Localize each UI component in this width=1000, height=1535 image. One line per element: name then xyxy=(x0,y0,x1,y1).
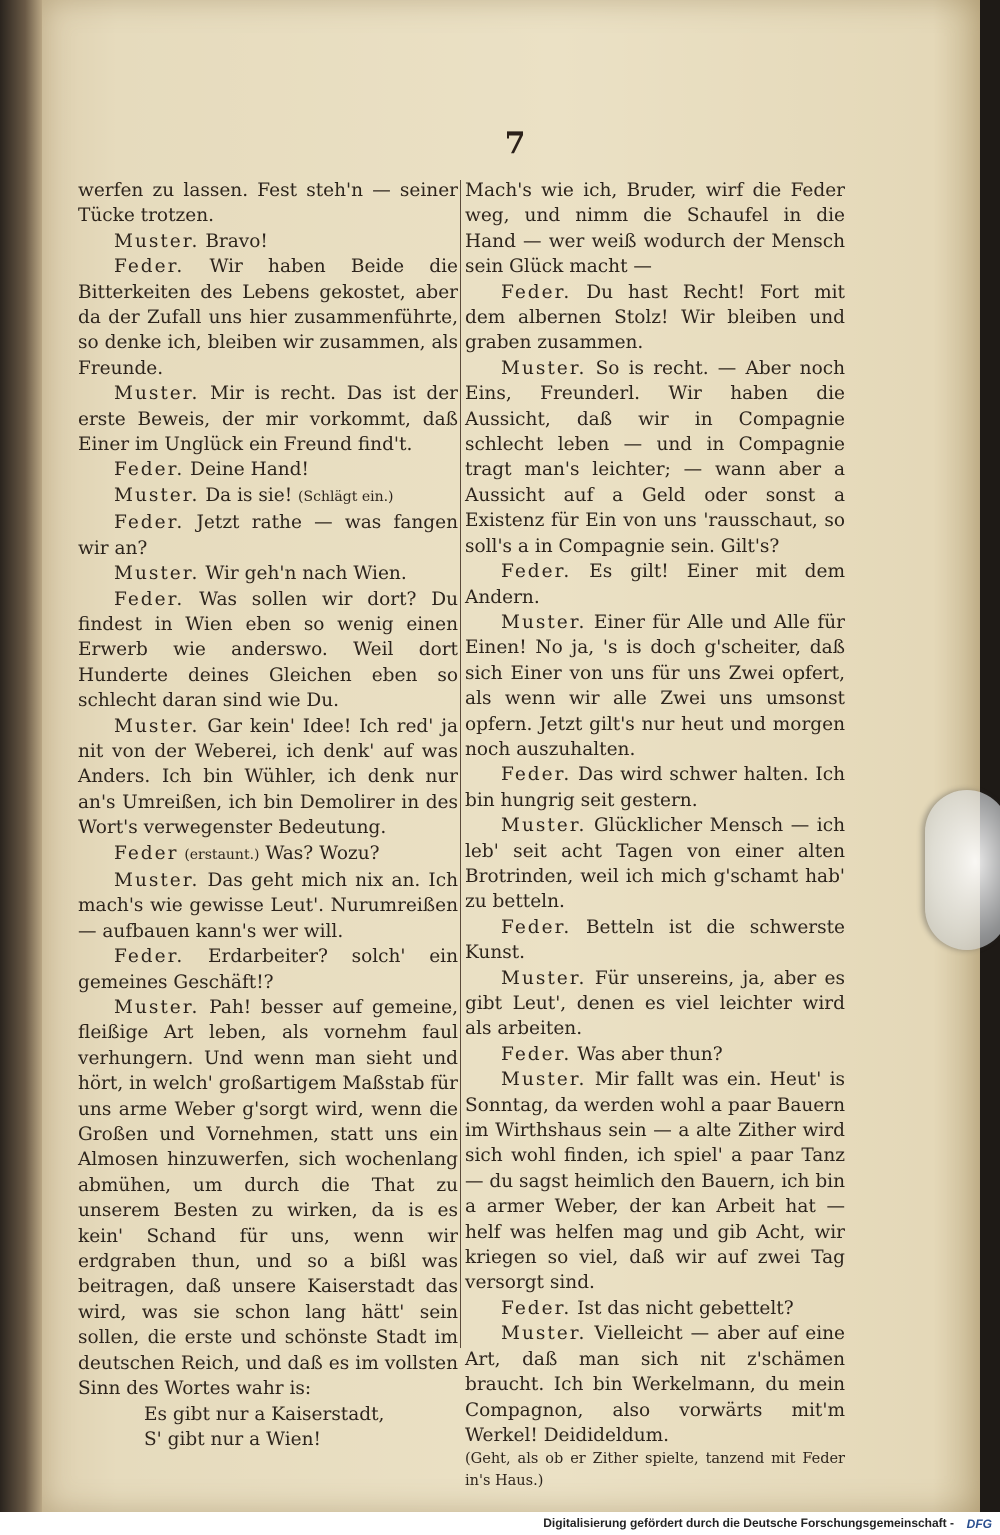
speaker-name: Feder. xyxy=(114,946,185,968)
dialogue-line xyxy=(465,1296,845,1321)
dialogue-text: Es gilt! Einer mit dem Andern. xyxy=(465,561,845,608)
dialogue-line xyxy=(465,1321,845,1448)
dialogue-text: Gar kein' Idee! Ich red' ja nit von der Weberei, ich denk' auf was Anders. Ich bin Wühler, ich denk nur an's Umreißen, ich bin Demolirer in des Wort's verwegenster Bedeutung. xyxy=(78,715,458,839)
dialogue-line xyxy=(78,841,458,868)
speaker-name: Muster. xyxy=(114,997,200,1018)
speaker-name: Feder. xyxy=(114,588,185,610)
dialogue-text: Mir is recht. Das ist der erste Beweis, der mir vorkommt, daß Einer im Unglück ein Freund find't. xyxy=(78,383,459,456)
dfg-logo: DFG xyxy=(966,1517,992,1531)
dialogue-text: Was sollen wir dort? Du findest in Wien eben so wenig einen Erwerb wie anderswo. Weil dort Hunderte deines Gleichen eben so schlecht daran sind wie Du. xyxy=(78,588,458,712)
dialogue-text: Betteln ist die schwerste Kunst. xyxy=(465,916,845,964)
dialogue-line xyxy=(465,813,845,915)
page-number: 7 xyxy=(504,126,526,161)
dialogue-line xyxy=(78,457,458,482)
speaker-name: Muster. xyxy=(501,1069,587,1091)
speaker-name: Muster. xyxy=(501,815,587,837)
dialogue-text: Jetzt rathe — was fangen wir an? xyxy=(78,512,458,559)
dialogue-line xyxy=(78,254,458,381)
speaker-name: Feder. xyxy=(501,916,572,938)
dialogue-line xyxy=(78,714,458,841)
speaker-name: Feder. xyxy=(501,764,572,786)
dialogue-text: Erdarbeiter? solch' ein gemeines Geschäft!? xyxy=(78,946,458,993)
speaker-name: Feder. xyxy=(114,256,185,278)
dialogue-text: Wir haben Beide die Bitterkeiten des Lebens gekostet, aber da der Zufall uns hier zusammenführte, so denke ich, bleiben wir zusammen, als Freunde. xyxy=(78,256,458,379)
dialogue-text: Du hast Recht! Fort mit dem albernen Stolz! Wir bleiben und graben zusammen. xyxy=(465,281,845,354)
dialogue-text: Da is sie! xyxy=(205,484,293,506)
dialogue-line xyxy=(465,280,845,356)
dialogue-line xyxy=(465,966,845,1042)
dialogue-text: werfen zu lassen. Fest steh'n — seiner Tücke trotzen. xyxy=(78,180,458,227)
dialogue-text: Pah! besser auf gemeine, fleißige Art leben, als vornehm faul verhungern. Und wenn man sieht und hört, in welch' großartigem Maßstab für uns arme Weber g'sorgt wird, wenn die Großen und Vornehmen, statt uns ein Almosen hinzuwerfen, sich wochenlang abmühen, um durch die That zu unserem Besten zu wirken, da is es kein' Schand für uns, wenn wir erdgraben thun, und so a bißl was beitragen, daß unsere Kaiserstadt das wird, was sie schon lang hätt' sein sollen, die erste und schönste Stadt im deutschen Reich, und daß es im vollsten Sinn des Wortes wahr is: xyxy=(78,997,458,1400)
dialogue-text: Bravo! xyxy=(205,230,268,252)
speaker-name: Muster. xyxy=(114,484,200,506)
dialogue-line xyxy=(78,944,458,995)
dialogue-line xyxy=(78,483,458,510)
text-column-left xyxy=(78,178,458,1452)
speaker-name: Feder. xyxy=(501,1043,572,1065)
verse-line: Es gibt nur a Kaiserstadt, xyxy=(144,1403,385,1425)
speaker-name: Feder. xyxy=(114,459,185,481)
stage-direction: (erstaunt.) xyxy=(184,846,260,863)
dialogue-text: Ist das nicht gebettelt? xyxy=(577,1297,794,1319)
stage-direction: (Geht, als ob er Zither spielte, tanzend mit Feder in's Haus.) xyxy=(465,1451,845,1490)
column-divider xyxy=(460,180,461,1348)
dialogue-line xyxy=(465,915,845,966)
speaker-name: Muster. xyxy=(501,357,587,379)
speaker-name: Muster. xyxy=(114,715,200,737)
dialogue-text: Das wird schwer halten. Ich bin hungrig seit gestern. xyxy=(465,764,845,811)
speaker-name: Muster. xyxy=(114,230,200,252)
continued-text xyxy=(78,178,458,229)
speaker-name: Muster. xyxy=(114,869,200,891)
speaker-name: Feder. xyxy=(501,281,572,303)
dialogue-line xyxy=(465,559,845,610)
book-spine xyxy=(0,0,42,1512)
continued-text xyxy=(465,178,845,280)
dialogue-line xyxy=(78,561,458,586)
dialogue-text: Vielleicht — aber auf eine Art, daß man sich nit z'schämen braucht. Ich bin Werkelmann, du mein Compagnon, also vorwärts mit'm Werkel! Deidideldum. xyxy=(465,1323,845,1446)
dialogue-text: Was aber thun? xyxy=(577,1043,723,1065)
stage-direction: (Schlägt ein.) xyxy=(298,488,394,505)
dialogue-line xyxy=(78,995,458,1402)
dialogue-line xyxy=(78,868,458,944)
speaker-name: Feder xyxy=(114,842,179,864)
speaker-name: Muster. xyxy=(501,611,587,633)
speaker-name: Muster. xyxy=(501,967,587,989)
footer-bar xyxy=(0,1512,1000,1535)
dialogue-text: Das geht mich nix an. Ich mach's wie gewisse Leut'. Nurumreißen — aufbauen kann's wer will. xyxy=(78,869,458,942)
speaker-name: Feder. xyxy=(501,1297,572,1319)
dialogue-line xyxy=(78,587,458,714)
verse-line: S' gibt nur a Wien! xyxy=(144,1428,321,1450)
speaker-name: Muster. xyxy=(501,1323,587,1345)
funding-credit: Digitalisierung gefördert durch die Deutsche Forschungsgemeinschaft - xyxy=(543,1516,954,1530)
magnifier-handle xyxy=(925,790,1000,950)
dialogue-line xyxy=(78,229,458,254)
dialogue-line xyxy=(78,510,458,561)
dialogue-text: Was? Wozu? xyxy=(265,842,380,864)
dialogue-line xyxy=(465,762,845,813)
speaker-name: Muster. xyxy=(114,383,200,405)
dialogue-line xyxy=(78,381,458,457)
text-column-right xyxy=(465,178,845,1492)
dialogue-line xyxy=(465,1042,845,1067)
dialogue-text: Mach's wie ich, Bruder, wirf die Feder weg, und nimm die Schaufel in die Hand — wer weiß wodurch der Mensch sein Glück macht — xyxy=(465,180,845,278)
dialogue-line xyxy=(465,610,845,762)
dialogue-text: Wir geh'n nach Wien. xyxy=(205,563,407,585)
dialogue-text: Einer für Alle und Alle für Einen! No ja, 's is doch g'scheiter, daß sich Einer von uns für uns Zwei opfert, als wenn wir alle Zwei uns umsonst opfern. Jetzt gilt's nur heut und morgen noch auszuhalten. xyxy=(465,611,845,760)
dialogue-text: Mir fallt was ein. Heut' is Sonntag, da werden wohl a paar Bauern im Wirthshaus sein — a alte Zither wird sich wohl finden, ich spiel' a paar Tanz — du sagst heimlich den Bauern, ich bin a armer Weber, der kan Arbeit hat — helf was helfen mag und gib Acht, wir kriegen so viel, daß wir auf zwei Tag versorgt sind. xyxy=(465,1069,845,1294)
speaker-name: Feder. xyxy=(501,561,572,583)
dialogue-line xyxy=(465,356,845,559)
dialogue-text: Deine Hand! xyxy=(190,459,309,481)
dialogue-text: So is recht. — Aber noch Eins, Freunderl. Wir haben die Aussicht, daß wir in Compagnie schlecht leben — und in Compagnie tragt man's leichter; — wann aber a Aussicht auf a Geld oder sonst a Existenz für Ein von uns 'rausschaut, so soll's a in Compagnie sein. Gilt's? xyxy=(465,357,845,557)
dialogue-text: Glücklicher Mensch — ich leb' seit acht Tagen von einer alten Brotrinden, weil ich mich g'schamt hab' zu betteln. xyxy=(465,815,845,913)
speaker-name: Muster. xyxy=(114,563,200,585)
dialogue-line xyxy=(465,1067,845,1296)
dialogue-text: Für unsereins, ja, aber es gibt Leut', denen es viel leichter wird als arbeiten. xyxy=(465,967,845,1040)
speaker-name: Feder. xyxy=(114,512,185,534)
